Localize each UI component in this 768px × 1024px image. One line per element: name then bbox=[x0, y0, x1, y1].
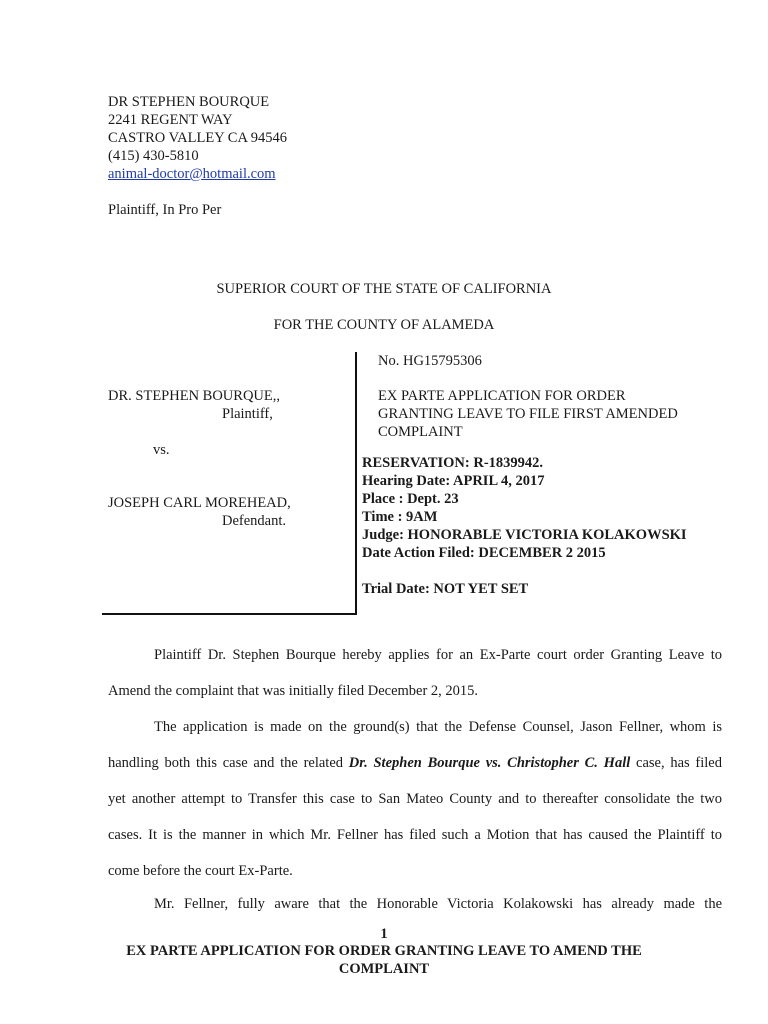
plaintiff-street: 2241 REGENT WAY bbox=[108, 112, 233, 128]
plaintiff-email-link[interactable]: animal-doctor@hotmail.com bbox=[108, 166, 276, 182]
body-paragraph-3 bbox=[108, 886, 722, 922]
caption-vs: vs. bbox=[153, 442, 170, 458]
time: Time : 9AM bbox=[362, 509, 438, 525]
reservation: RESERVATION: R-1839942. bbox=[362, 455, 544, 471]
caption-defendant: JOSEPH CARL MOREHEAD, bbox=[108, 495, 291, 511]
plaintiff-name: DR STEPHEN BOURQUE bbox=[108, 94, 270, 110]
body-paragraph-1 bbox=[108, 637, 722, 709]
footer-title-line-1: EX PARTE APPLICATION FOR ORDER GRANTING LEAVE TO AMEND THE bbox=[126, 943, 642, 959]
paragraph-text: handling both this case and the related bbox=[108, 755, 349, 771]
body-paragraph-2 bbox=[108, 709, 722, 889]
footer-title-line-2: COMPLAINT bbox=[338, 961, 430, 977]
related-case-title: Dr. Stephen Bourque vs. Christopher C. Hall bbox=[348, 755, 631, 771]
trial-date: Trial Date: NOT YET SET bbox=[362, 581, 529, 597]
paragraph-text: case, has filed bbox=[630, 755, 722, 771]
case-number: No. HG15795306 bbox=[378, 353, 482, 369]
court-name: SUPERIOR COURT OF THE STATE OF CALIFORNIA bbox=[216, 281, 552, 297]
caption-plaintiff-role: Plaintiff, bbox=[222, 406, 273, 422]
paragraph-text: cases. It is the manner in which Mr. Fellner has filed such a Motion that has caused the Plaintiff to bbox=[108, 827, 722, 843]
caption-vertical-rule bbox=[355, 352, 357, 615]
caption-horizontal-rule bbox=[102, 613, 357, 615]
plaintiff-role: Plaintiff, In Pro Per bbox=[108, 202, 222, 218]
paragraph-text: yet another attempt to Transfer this case to San Mateo County and to thereafter consolidate the two bbox=[108, 791, 722, 807]
judge: Judge: HONORABLE VICTORIA KOLAKOWSKI bbox=[362, 527, 687, 543]
document-title-line: EX PARTE APPLICATION FOR ORDER bbox=[378, 388, 626, 404]
paragraph-text: come before the court Ex-Parte. bbox=[108, 863, 293, 879]
place: Place : Dept. 23 bbox=[362, 491, 459, 507]
paragraph-text: Plaintiff Dr. Stephen Bourque hereby applies for an Ex-Parte court order Granting Leave to bbox=[154, 647, 722, 663]
caption-plaintiff: DR. STEPHEN BOURQUE,, bbox=[108, 388, 280, 404]
paragraph-text: The application is made on the ground(s) that the Defense Counsel, Jason Fellner, whom is bbox=[154, 719, 722, 735]
paragraph-text: Amend the complaint that was initially filed December 2, 2015. bbox=[108, 683, 479, 699]
page-number: 1 bbox=[380, 926, 388, 942]
document-title-line: COMPLAINT bbox=[378, 424, 463, 440]
document-title-line: GRANTING LEAVE TO FILE FIRST AMENDED bbox=[378, 406, 678, 422]
plaintiff-phone: (415) 430-5810 bbox=[108, 148, 199, 164]
hearing-date: Hearing Date: APRIL 4, 2017 bbox=[362, 473, 545, 489]
caption-defendant-role: Defendant. bbox=[222, 513, 287, 529]
court-county: FOR THE COUNTY OF ALAMEDA bbox=[273, 317, 495, 333]
plaintiff-city: CASTRO VALLEY CA 94546 bbox=[108, 130, 287, 146]
date-action-filed: Date Action Filed: DECEMBER 2 2015 bbox=[362, 545, 606, 561]
paragraph-text: Mr. Fellner, fully aware that the Honorable Victoria Kolakowski has already made the bbox=[154, 896, 722, 912]
